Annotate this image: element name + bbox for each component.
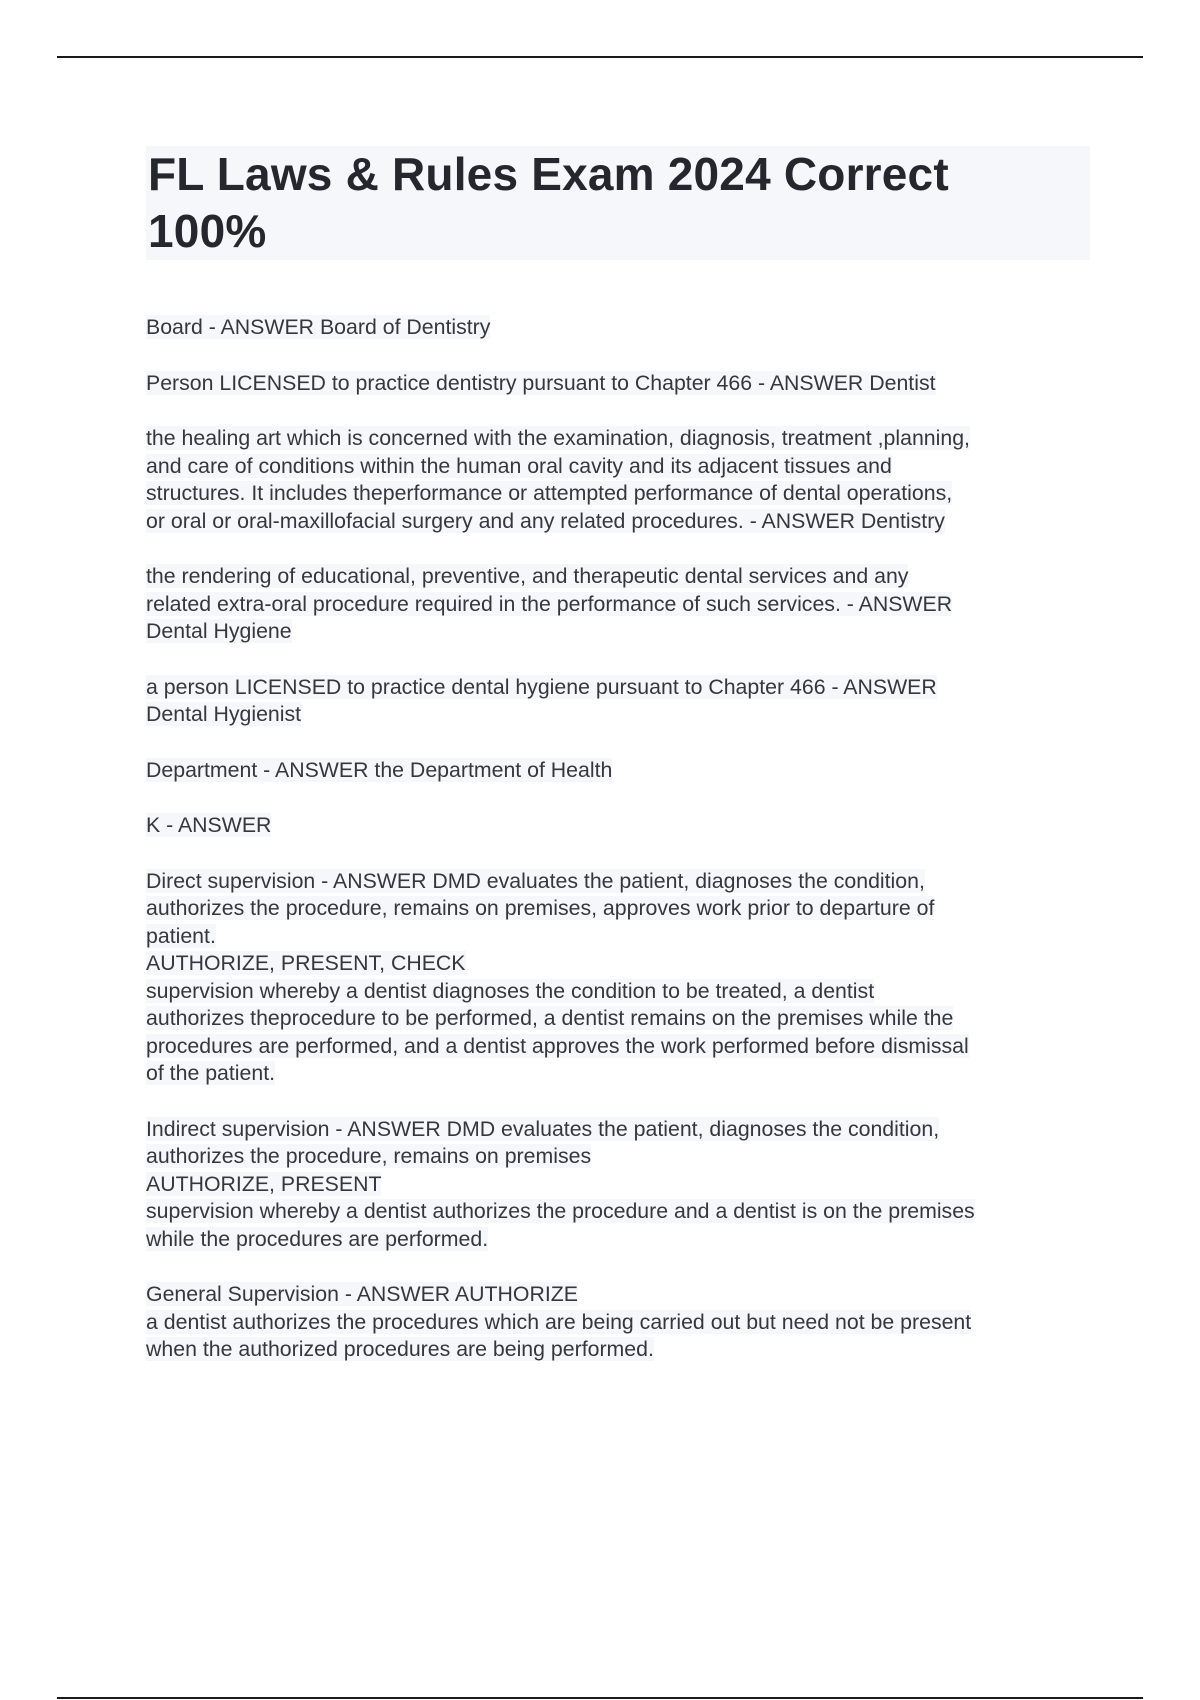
qa-entry: [146, 1281, 1090, 1364]
qa-entry-text: K - ANSWER: [146, 813, 272, 837]
qa-entry-text: while the procedures are performed.: [146, 1226, 489, 1251]
qa-entry-line: [146, 1336, 1090, 1364]
qa-entry-text: the rendering of educational, preventive, and therapeutic dental services and any: [146, 564, 909, 588]
qa-entry-line: [146, 453, 1090, 481]
qa-entry-line: [146, 1198, 1090, 1226]
qa-entry-line: [146, 1226, 1090, 1254]
qa-entry-line: [146, 812, 1090, 840]
qa-entry-line: [146, 1309, 1090, 1337]
qa-entry-text: Dental Hygiene: [146, 619, 292, 643]
qa-entry-text: procedures are performed, and a dentist approves the work performed before dismissal: [146, 1033, 969, 1058]
qa-entry: [146, 1116, 1090, 1254]
qa-entry-text: Department - ANSWER the Department of Health: [146, 757, 613, 782]
qa-entry: [146, 314, 1090, 342]
qa-entry-text: General Supervision - ANSWER AUTHORIZE: [146, 1282, 578, 1306]
qa-entry-line: [146, 674, 1090, 702]
qa-entry-text: Dental Hygienist: [146, 702, 302, 726]
qa-entry-line: [146, 868, 1090, 896]
qa-entry-text: Person LICENSED to practice dentistry pursuant to Chapter 466 - ANSWER Dentist: [146, 370, 936, 395]
qa-entry-line: [146, 978, 1090, 1006]
qa-entry-text: related extra-oral procedure required in the performance of such services. - ANSWER: [146, 591, 953, 616]
qa-entry-line: [146, 1060, 1090, 1088]
qa-entry-text: authorizes theprocedure to be performed, a dentist remains on the premises while the: [146, 1006, 954, 1030]
qa-entry-text: AUTHORIZE, PRESENT, CHECK: [146, 951, 466, 975]
qa-entry-line: [146, 895, 1090, 923]
qa-entry-text: Direct supervision - ANSWER DMD evaluates the patient, diagnoses the condition,: [146, 868, 925, 893]
qa-entry-line: [146, 1281, 1090, 1309]
qa-entry-text: AUTHORIZE, PRESENT: [146, 1171, 382, 1196]
qa-entry-line: [146, 425, 1090, 453]
qa-entry-text: the healing art which is concerned with the examination, diagnosis, treatment ,planning,: [146, 426, 970, 450]
qa-entry: [146, 370, 1090, 398]
qa-entry-line: [146, 1005, 1090, 1033]
qa-entry: [146, 563, 1090, 646]
qa-entry-text: or oral or oral-maxillofacial surgery and any related procedures. - ANSWER Dentistry: [146, 508, 945, 533]
qa-entry-line: [146, 508, 1090, 536]
qa-entry: [146, 425, 1090, 535]
qa-entry: [146, 757, 1090, 785]
qa-entry-text: authorizes the procedure, remains on premises, approves work prior to departure of: [146, 896, 935, 920]
qa-entry-line: [146, 480, 1090, 508]
qa-entry-line: [146, 591, 1090, 619]
title-line: FL Laws & Rules Exam 2024 Correct: [148, 148, 949, 200]
qa-entry-line: [146, 923, 1090, 951]
qa-entry-line: [146, 1171, 1090, 1199]
qa-entry-text: structures. It includes theperformance or attempted performance of dental operations,: [146, 481, 953, 505]
qa-entry: [146, 674, 1090, 729]
qa-entry-text: and care of conditions within the human oral cavity and its adjacent tissues and: [146, 453, 892, 478]
qa-entry-line: [146, 618, 1090, 646]
qa-entry-text: of the patient.: [146, 1061, 276, 1085]
qa-entry-text: supervision whereby a dentist diagnoses the condition to be treated, a dentist: [146, 978, 875, 1003]
bottom-rule: [57, 1697, 1143, 1699]
qa-entry-line: [146, 370, 1090, 398]
qa-entry-line: [146, 1033, 1090, 1061]
qa-entry-text: a dentist authorizes the procedures which are being carried out but need not be present: [146, 1309, 972, 1334]
qa-entry-line: [146, 701, 1090, 729]
title-line: 100%: [148, 205, 267, 257]
document-body: [146, 146, 1090, 1392]
qa-entry: [146, 812, 1090, 840]
qa-entry-text: a person LICENSED to practice dental hygiene pursuant to Chapter 466 - ANSWER: [146, 674, 937, 699]
qa-entry-line: [146, 950, 1090, 978]
qa-entry-text: when the authorized procedures are being performed.: [146, 1337, 654, 1361]
qa-entry-text: Board - ANSWER Board of Dentistry: [146, 315, 491, 339]
qa-entry-line: [146, 563, 1090, 591]
qa-entry: [146, 868, 1090, 1088]
qa-entry-line: [146, 1143, 1090, 1171]
qa-entry-line: [146, 314, 1090, 342]
qa-entry-text: Indirect supervision - ANSWER DMD evaluates the patient, diagnoses the condition,: [146, 1116, 940, 1141]
qa-entry-text: patient.: [146, 923, 216, 948]
qa-entry-line: [146, 757, 1090, 785]
qa-entries: [146, 314, 1090, 1364]
qa-entry-text: authorizes the procedure, remains on premises: [146, 1144, 592, 1168]
qa-entry-line: [146, 1116, 1090, 1144]
top-rule: [57, 56, 1143, 58]
page-title: [146, 146, 1090, 260]
qa-entry-text: supervision whereby a dentist authorizes the procedure and a dentist is on the premises: [146, 1199, 975, 1223]
